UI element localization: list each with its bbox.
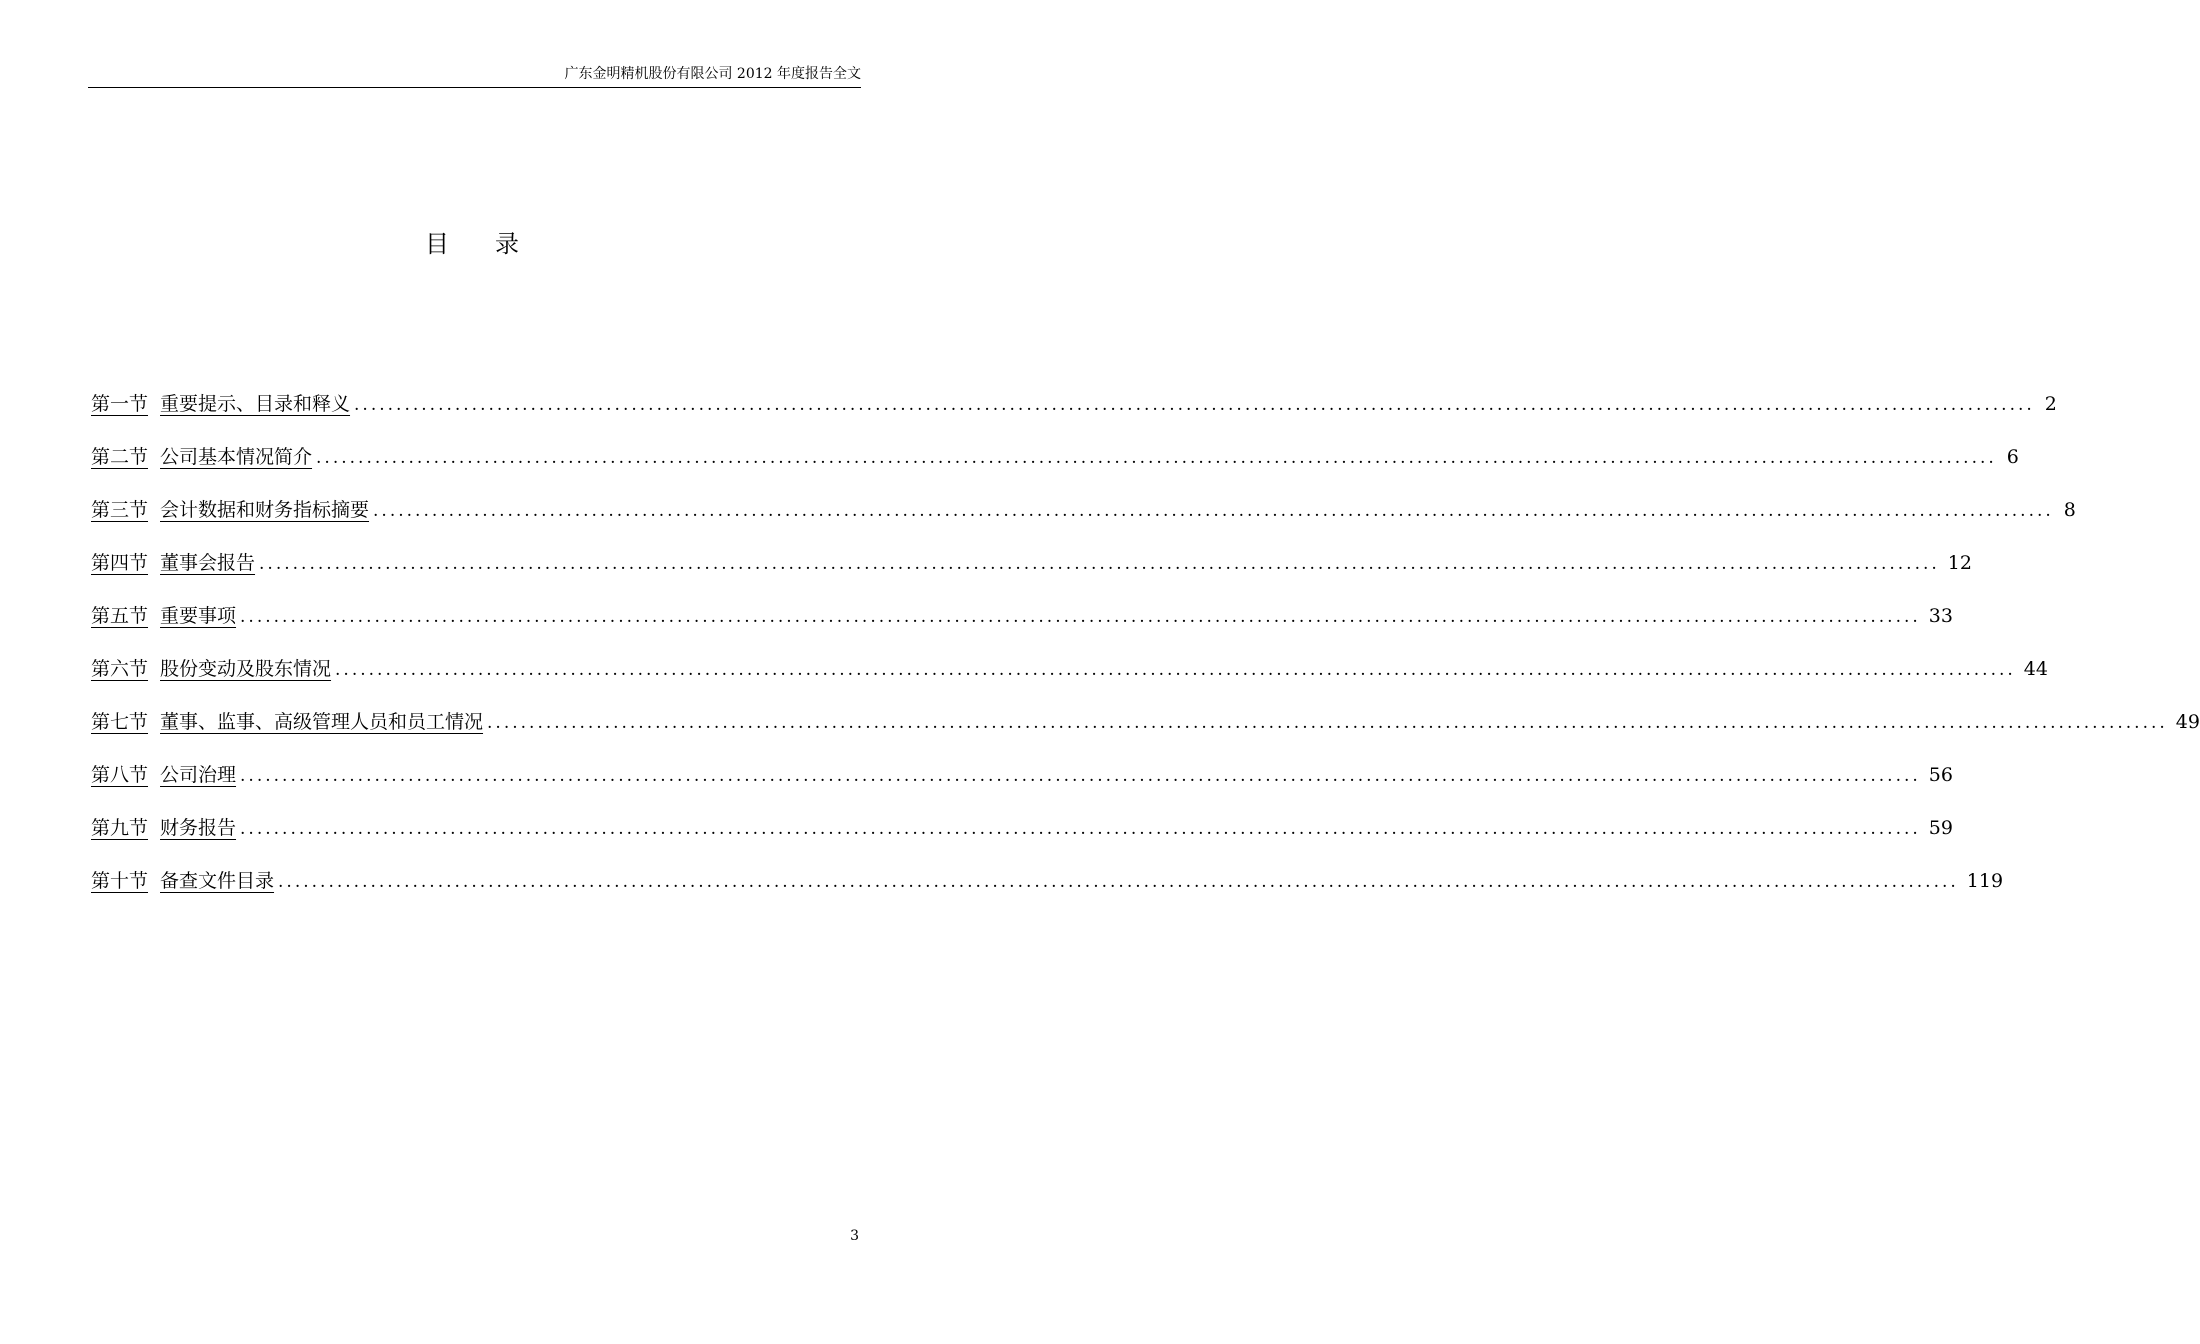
toc-entry-link[interactable] [91, 655, 331, 683]
toc-entry-link[interactable] [91, 443, 312, 471]
toc-leader-dots: ........................................................................................................................................................................................................ [487, 713, 2168, 733]
table-of-contents [91, 390, 2200, 920]
toc-entry-link[interactable] [91, 814, 236, 842]
toc-section-title: 股份变动及股东情况 [160, 658, 332, 680]
toc-section-title: 重要提示、目录和释义 [160, 393, 351, 415]
toc-leader-dots: ........................................................................................................................................................................................................ [240, 607, 1921, 627]
toc-leader-dots: ........................................................................................................................................................................................................ [240, 819, 1921, 839]
toc-section-number: 第八节 [91, 764, 149, 786]
toc-page-number: 2 [2044, 393, 2057, 415]
page-title [0, 228, 950, 260]
toc-page-number: 49 [2175, 711, 2200, 733]
title-char-right: 录 [495, 230, 525, 258]
toc-leader-dots: ........................................................................................................................................................................................................ [240, 766, 1921, 786]
toc-section-title: 备查文件目录 [160, 870, 275, 892]
toc-page-number: 59 [1928, 817, 1953, 839]
toc-section-number: 第五节 [91, 605, 149, 627]
toc-entry[interactable] [91, 443, 2019, 496]
toc-entry[interactable] [91, 867, 2004, 920]
toc-page-number: 56 [1928, 764, 1953, 786]
toc-section-number: 第九节 [91, 817, 149, 839]
toc-entry[interactable] [91, 602, 1953, 655]
toc-section-number: 第一节 [91, 393, 149, 415]
toc-leader-dots: ........................................................................................................................................................................................................ [259, 554, 1940, 574]
toc-section-title: 重要事项 [160, 605, 237, 627]
toc-entry[interactable] [91, 708, 2200, 761]
running-header: 广东金明精机股份有限公司 2012 年度报告全文 [564, 66, 861, 82]
toc-page-number: 33 [1928, 605, 1953, 627]
toc-entry[interactable] [91, 761, 1953, 814]
toc-entry-link[interactable] [91, 390, 350, 418]
toc-section-title: 董事、监事、高级管理人员和员工情况 [160, 711, 484, 733]
toc-entry-link[interactable] [91, 602, 236, 630]
toc-leader-dots: ........................................................................................................................................................................................................ [335, 660, 2016, 680]
toc-section-number: 第四节 [91, 552, 149, 574]
page-number: 3 [850, 1228, 859, 1244]
toc-section-title: 财务报告 [160, 817, 237, 839]
toc-entry[interactable] [91, 496, 2076, 549]
toc-section-number: 第三节 [91, 499, 149, 521]
toc-section-number: 第十节 [91, 870, 149, 892]
toc-entry-link[interactable] [91, 761, 236, 789]
toc-section-title: 公司治理 [160, 764, 237, 786]
toc-section-number: 第二节 [91, 446, 149, 468]
toc-entry-link[interactable] [91, 549, 255, 577]
toc-entry[interactable] [91, 549, 1972, 602]
toc-page-number: 119 [1966, 870, 2004, 892]
toc-entry[interactable] [91, 390, 2057, 443]
toc-section-title: 会计数据和财务指标摘要 [160, 499, 370, 521]
toc-page-number: 6 [2006, 446, 2019, 468]
toc-page-number: 44 [2023, 658, 2048, 680]
toc-entry-link[interactable] [91, 496, 369, 524]
toc-entry[interactable] [91, 814, 1953, 867]
toc-leader-dots: ........................................................................................................................................................................................................ [316, 448, 1997, 468]
toc-page-number: 8 [2063, 499, 2076, 521]
toc-entry-link[interactable] [91, 867, 274, 895]
toc-entry-link[interactable] [91, 708, 483, 736]
toc-section-number: 第七节 [91, 711, 149, 733]
toc-section-number: 第六节 [91, 658, 149, 680]
toc-leader-dots: ........................................................................................................................................................................................................ [278, 872, 1959, 892]
toc-section-title: 董事会报告 [160, 552, 256, 574]
title-char-left: 目 [425, 230, 455, 258]
toc-leader-dots: ........................................................................................................................................................................................................ [373, 501, 2054, 521]
toc-entry[interactable] [91, 655, 2048, 708]
toc-section-title: 公司基本情况简介 [160, 446, 313, 468]
header-divider [88, 87, 861, 88]
toc-page-number: 12 [1947, 552, 1972, 574]
toc-leader-dots: ........................................................................................................................................................................................................ [354, 395, 2035, 415]
